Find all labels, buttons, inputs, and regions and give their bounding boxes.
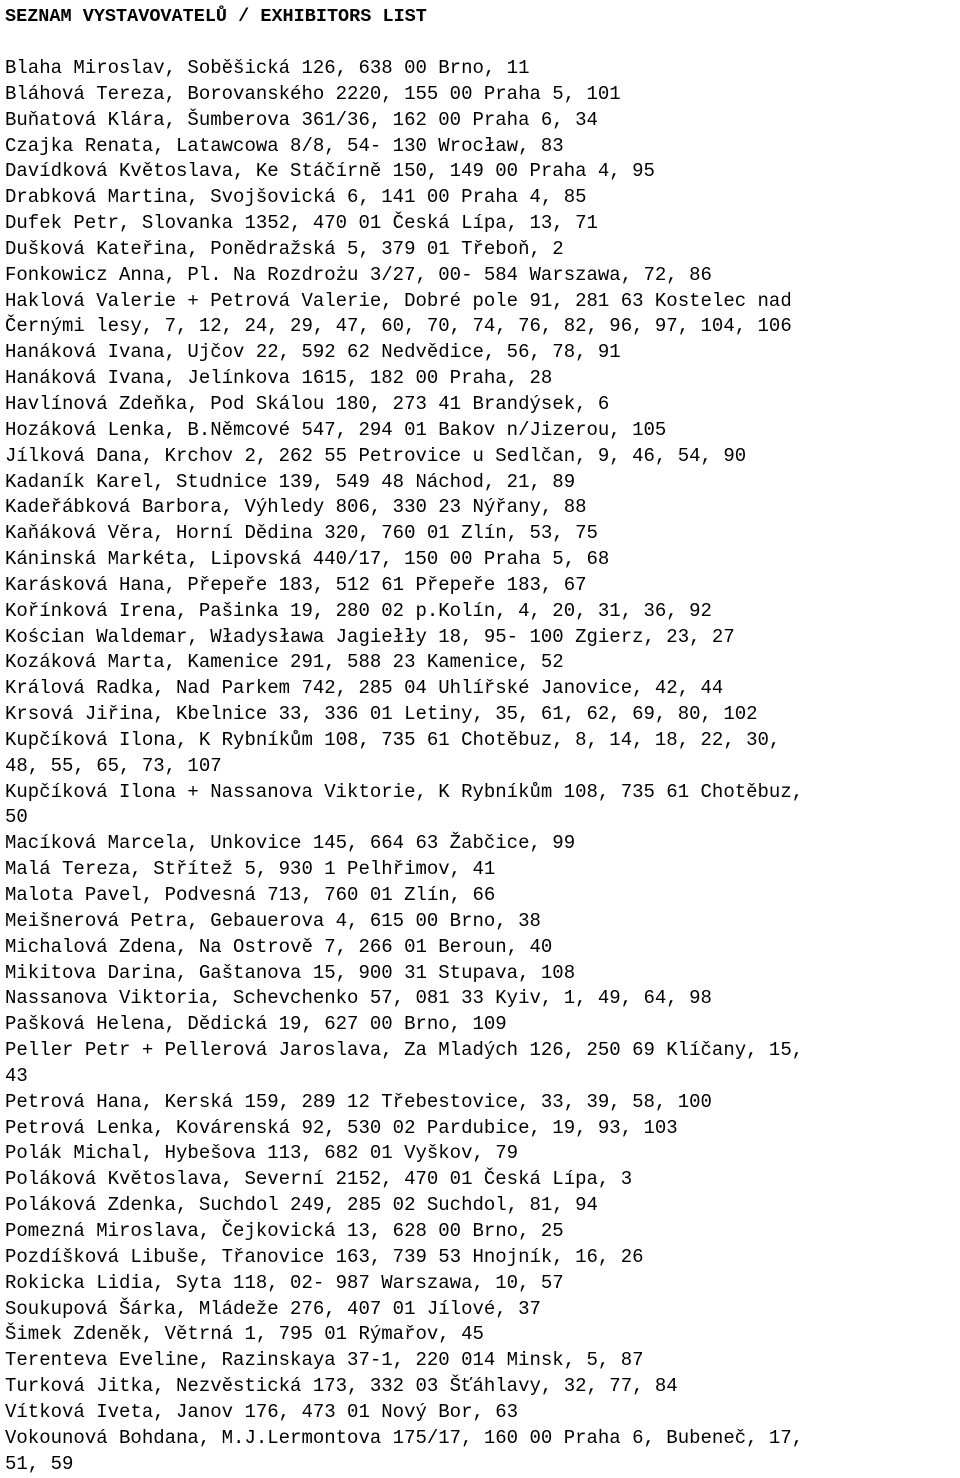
exhibitor-entry: Drabková Martina, Svojšovická 6, 141 00 Praha 4, 85: [5, 186, 587, 209]
exhibitor-entry: Davídková Květoslava, Ke Stáčírně 150, 149 00 Praha 4, 95: [5, 160, 655, 183]
exhibitor-entry: Poláková Květoslava, Severní 2152, 470 01 Česká Lípa, 3: [5, 1168, 633, 1191]
exhibitor-entry: Peller Petr + Pellerová Jaroslava, Za Mladých 126, 250 69 Klíčany, 15,: [5, 1039, 804, 1062]
exhibitor-entry: Turková Jitka, Nezvěstická 173, 332 03 Šťáhlavy, 32, 77, 84: [5, 1375, 678, 1398]
exhibitor-entry: Rokicka Lidia, Syta 118, 02- 987 Warszawa, 10, 57: [5, 1271, 564, 1294]
exhibitor-entry: Czajka Renata, Latawcowa 8/8, 54- 130 Wrocław, 83: [5, 134, 564, 157]
exhibitor-entry-continuation: 43: [5, 1064, 28, 1087]
exhibitor-entry: Blaha Miroslav, Soběšická 126, 638 00 Brno, 11: [5, 57, 530, 79]
exhibitor-entry: Karásková Hana, Přepeře 183, 512 61 Přepeře 183, 67: [5, 573, 587, 596]
exhibitor-entry: Kościan Waldemar, Władysława Jagiełły 18, 95- 100 Zgierz, 23, 27: [5, 625, 735, 648]
exhibitor-entry: Kupčíková Ilona, K Rybníkům 108, 735 61 Chotěbuz, 8, 14, 18, 22, 30,: [5, 728, 781, 751]
exhibitor-entry: Dufek Petr, Slovanka 1352, 470 01 Česká Lípa, 13, 71: [5, 212, 598, 235]
exhibitor-entry: Kořínková Irena, Pašinka 19, 280 02 p.Kolín, 4, 20, 31, 36, 92: [5, 599, 712, 622]
exhibitor-entry: Vokounová Bohdana, M.J.Lermontova 175/17, 160 00 Praha 6, Bubeneč, 17,: [5, 1426, 804, 1449]
exhibitor-entry: Haklová Valerie + Petrová Valerie, Dobré pole 91, 281 63 Kostelec nad: [5, 289, 792, 312]
exhibitor-entry: Nassanova Viktoria, Schevchenko 57, 081 33 Kyiv, 1, 49, 64, 98: [5, 987, 712, 1010]
exhibitor-entry: Malota Pavel, Podvesná 713, 760 01 Zlín, 66: [5, 884, 496, 906]
exhibitor-entry: Soukupová Šárka, Mládeže 276, 407 01 Jílové, 37: [5, 1297, 541, 1320]
exhibitor-entry: Káninská Markéta, Lipovská 440/17, 150 00 Praha 5, 68: [5, 548, 610, 571]
exhibitor-entry: Pašková Helena, Dědická 19, 627 00 Brno, 109: [5, 1013, 507, 1036]
exhibitor-entry-continuation: 51, 59: [5, 1452, 74, 1475]
exhibitor-entry: Kadaník Karel, Studnice 139, 549 48 Náchod, 21, 89: [5, 470, 576, 493]
exhibitor-entry: Havlínová Zdeňka, Pod Skálou 180, 273 41 Brandýsek, 6: [5, 392, 610, 415]
exhibitor-entry: Hanáková Ivana, Ujčov 22, 592 62 Nedvědice, 56, 78, 91: [5, 341, 621, 364]
exhibitor-entry: Bláhová Tereza, Borovanského 2220, 155 00 Praha 5, 101: [5, 82, 621, 105]
exhibitor-entry: Dušková Kateřina, Ponědražská 5, 379 01 Třeboň, 2: [5, 237, 564, 260]
exhibitor-entry: Macíková Marcela, Unkovice 145, 664 63 Žabčice, 99: [5, 832, 576, 855]
exhibitor-entry: Pozdíšková Libuše, Třanovice 163, 739 53 Hnojník, 16, 26: [5, 1245, 644, 1268]
exhibitor-entry: Šimek Zdeněk, Větrná 1, 795 01 Rýmařov, 45: [5, 1323, 484, 1346]
exhibitor-entry: Kadeřábková Barbora, Výhledy 806, 330 23 Nýřany, 88: [5, 496, 587, 519]
exhibitor-entry: Hozáková Lenka, B.Němcové 547, 294 01 Bakov n/Jizerou, 105: [5, 418, 667, 441]
exhibitor-entry: Kupčíková Ilona + Nassanova Viktorie, K Rybníkům 108, 735 61 Chotěbuz,: [5, 780, 804, 803]
exhibitor-entry: Poláková Zdenka, Suchdol 249, 285 02 Suchdol, 81, 94: [5, 1194, 598, 1217]
exhibitor-entry: Králová Radka, Nad Parkem 742, 285 04 Uhlířské Janovice, 42, 44: [5, 677, 724, 700]
exhibitor-entry-continuation: 48, 55, 65, 73, 107: [5, 754, 222, 777]
exhibitor-entry: Pomezná Miroslava, Čejkovická 13, 628 00 Brno, 25: [5, 1219, 564, 1242]
exhibitor-entry: Buňatová Klára, Šumberova 361/36, 162 00 Praha 6, 34: [5, 108, 598, 131]
exhibitor-entry: Malá Tereza, Střítež 5, 930 1 Pelhřimov, 41: [5, 858, 496, 881]
exhibitor-entry: Michalová Zdena, Na Ostrově 7, 266 01 Beroun, 40: [5, 935, 553, 958]
exhibitor-entry: Petrová Hana, Kerská 159, 289 12 Třebestovice, 33, 39, 58, 100: [5, 1090, 712, 1113]
exhibitor-entry: Meišnerová Petra, Gebauerova 4, 615 00 Brno, 38: [5, 909, 541, 932]
exhibitor-entry: Hanáková Ivana, Jelínkova 1615, 182 00 Praha, 28: [5, 367, 553, 390]
exhibitor-entry: Mikitova Darina, Gaštanova 15, 900 31 Stupava, 108: [5, 961, 576, 984]
exhibitor-entry: Polák Michal, Hybešova 113, 682 01 Vyškov, 79: [5, 1142, 519, 1165]
page-title: SEZNAM VYSTAVOVATELŮ / EXHIBITORS LIST: [5, 6, 427, 27]
exhibitor-entry: Fonkowicz Anna, Pl. Na Rozdrożu 3/27, 00- 584 Warszawa, 72, 86: [5, 263, 712, 286]
exhibitor-entry: Kaňáková Věra, Horní Dědina 320, 760 01 Zlín, 53, 75: [5, 522, 598, 545]
exhibitor-entry: Vítková Iveta, Janov 176, 473 01 Nový Bor, 63: [5, 1400, 519, 1423]
exhibitor-entry: Jílková Dana, Krchov 2, 262 55 Petrovice u Sedlčan, 9, 46, 54, 90: [5, 444, 747, 467]
exhibitor-entry-continuation: 50: [5, 806, 28, 829]
exhibitor-entry: Krsová Jiřina, Kbelnice 33, 336 01 Letiny, 35, 61, 62, 69, 80, 102: [5, 703, 758, 726]
exhibitor-entry: Kozáková Marta, Kamenice 291, 588 23 Kamenice, 52: [5, 651, 564, 674]
exhibitor-entry: Terenteva Eveline, Razinskaya 37-1, 220 014 Minsk, 5, 87: [5, 1349, 644, 1372]
exhibitor-list: [5, 56, 803, 1477]
exhibitor-entry: Petrová Lenka, Kovárenská 92, 530 02 Pardubice, 19, 93, 103: [5, 1116, 678, 1139]
exhibitor-entry-continuation: Černými lesy, 7, 12, 24, 29, 47, 60, 70, 74, 76, 82, 96, 97, 104, 106: [5, 315, 792, 338]
